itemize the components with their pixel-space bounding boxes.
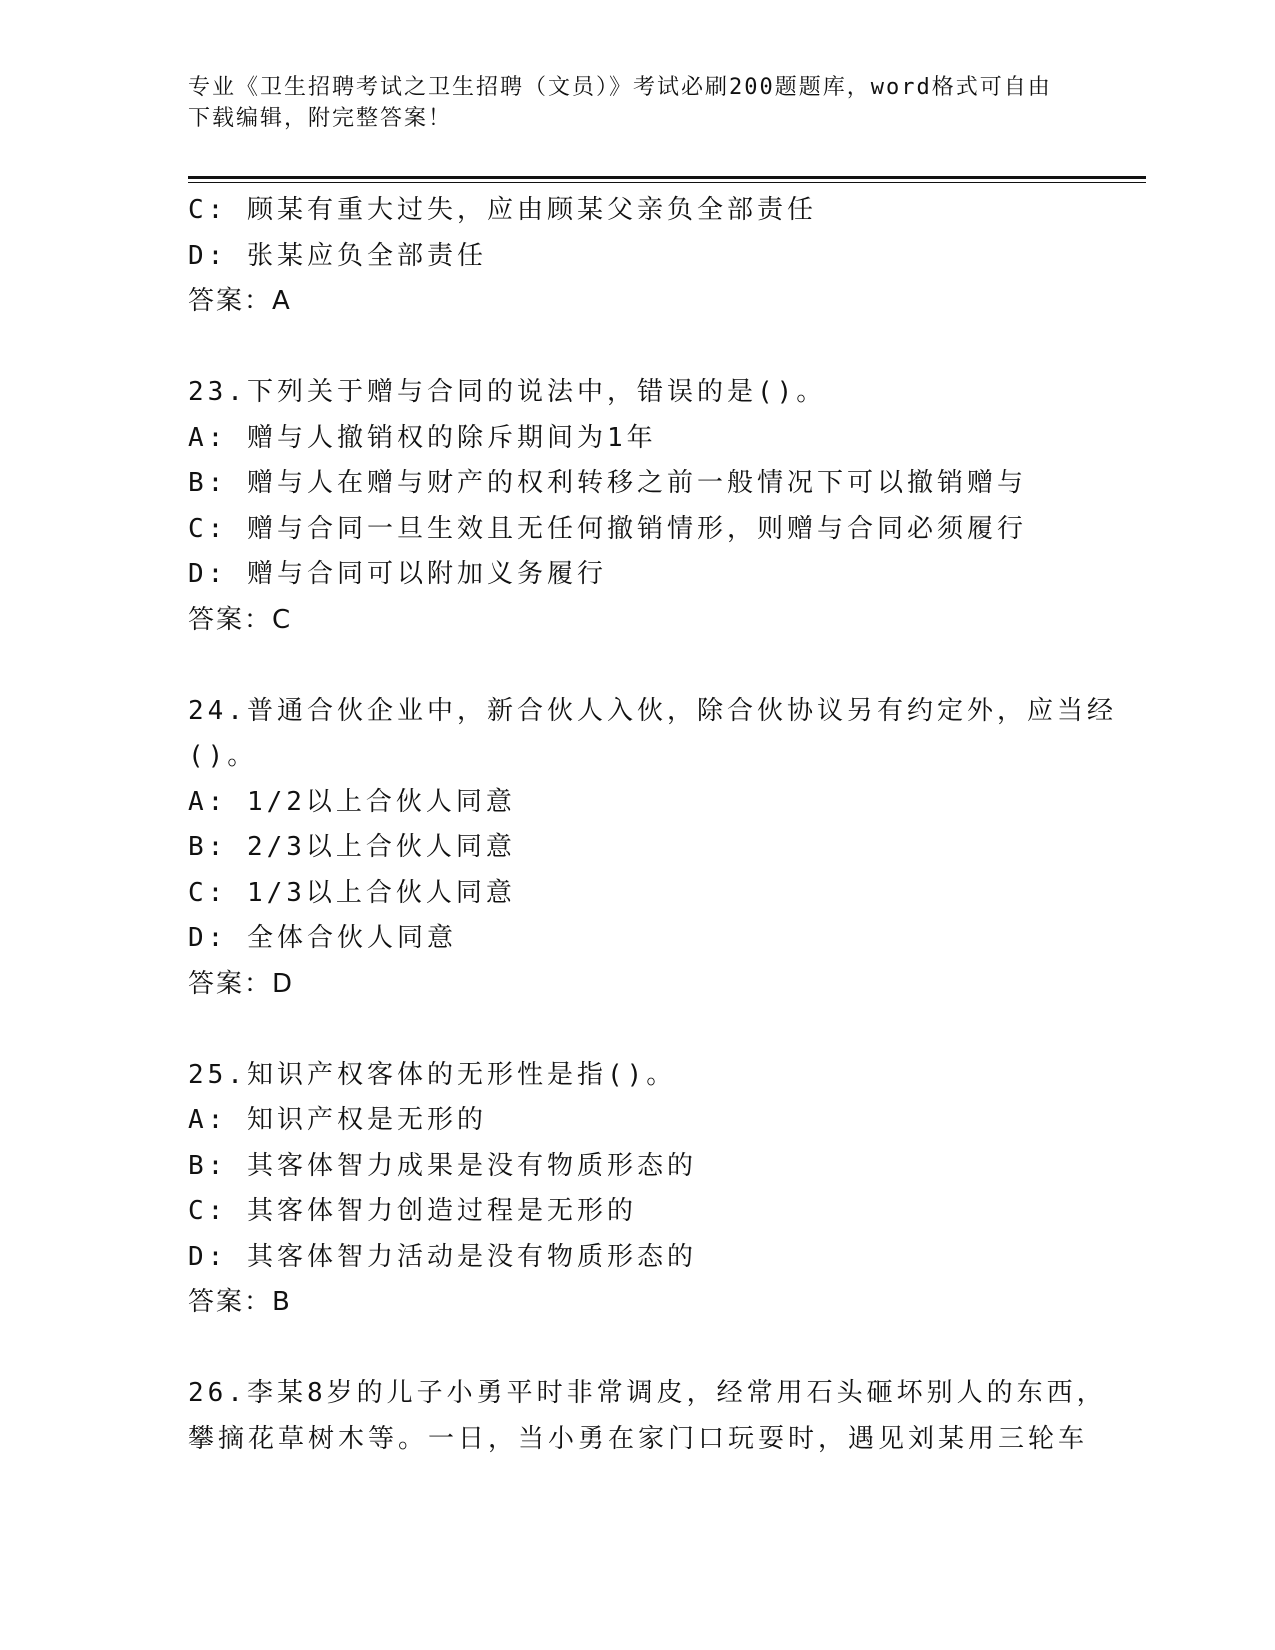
question-spacer bbox=[188, 1326, 1088, 1372]
question-spacer bbox=[188, 325, 1088, 371]
question-spacer bbox=[188, 643, 1088, 689]
question-22 bbox=[188, 188, 1088, 325]
header-rule-thin bbox=[188, 182, 1146, 183]
question-spacer bbox=[188, 1007, 1088, 1053]
option-c: C: 其客体智力创造过程是无形的 bbox=[188, 1196, 637, 1226]
question-text: 23.下列关于赠与合同的说法中，错误的是()。 bbox=[188, 377, 827, 407]
question-text: 25.知识产权客体的无形性是指()。 bbox=[188, 1059, 677, 1090]
question-text: 26.李某8岁的儿子小勇平时非常调皮，经常用石头砸坏别人的东西， bbox=[188, 1378, 1107, 1408]
option-c: C: 顾某有重大过失，应由顾某父亲负全部责任 bbox=[188, 195, 817, 225]
document-header: 专业《卫生招聘考试之卫生招聘（文员）》考试必刷200题题库，word格式可自由下载编辑，附完整答案！ bbox=[188, 75, 1052, 131]
answer: 答案：B bbox=[188, 1287, 292, 1317]
option-c: C: 1/3以上合伙人同意 bbox=[188, 877, 516, 908]
option-d: D: 全体合伙人同意 bbox=[188, 923, 457, 953]
question-23 bbox=[188, 370, 1088, 643]
option-c: C: 赠与合同一旦生效且无任何撤销情形，则赠与合同必须履行 bbox=[188, 513, 1027, 544]
option-a: A: 知识产权是无形的 bbox=[188, 1105, 487, 1135]
header-rule-thick bbox=[188, 176, 1146, 179]
option-a: A: 赠与人撤销权的除斥期间为1年 bbox=[188, 422, 657, 453]
option-d: D: 赠与合同可以附加义务履行 bbox=[188, 559, 607, 589]
option-b: B: 其客体智力成果是没有物质形态的 bbox=[188, 1150, 697, 1181]
option-b: B: 赠与人在赠与财产的权利转移之前一般情况下可以撤销赠与 bbox=[188, 468, 1027, 498]
answer: 答案：A bbox=[188, 286, 292, 316]
question-text-continued: 攀摘花草树木等。一日，当小勇在家门口玩耍时，遇见刘某用三轮车 bbox=[188, 1423, 1089, 1454]
answer: 答案：C bbox=[188, 604, 293, 635]
question-text-continued: ()。 bbox=[188, 741, 258, 771]
answer: 答案：D bbox=[188, 968, 295, 999]
option-d: D: 张某应负全部责任 bbox=[188, 240, 487, 271]
question-26 bbox=[188, 1371, 1107, 1462]
question-25 bbox=[188, 1053, 1088, 1326]
option-b: B: 2/3以上合伙人同意 bbox=[188, 832, 516, 862]
question-24 bbox=[188, 689, 1117, 1008]
question-text: 24.普通合伙企业中，新合伙人入伙，除合伙协议另有约定外，应当经 bbox=[188, 695, 1117, 726]
option-a: A: 1/2以上合伙人同意 bbox=[188, 786, 516, 817]
option-d: D: 其客体智力活动是没有物质形态的 bbox=[188, 1241, 697, 1272]
question-list bbox=[188, 188, 1117, 1462]
